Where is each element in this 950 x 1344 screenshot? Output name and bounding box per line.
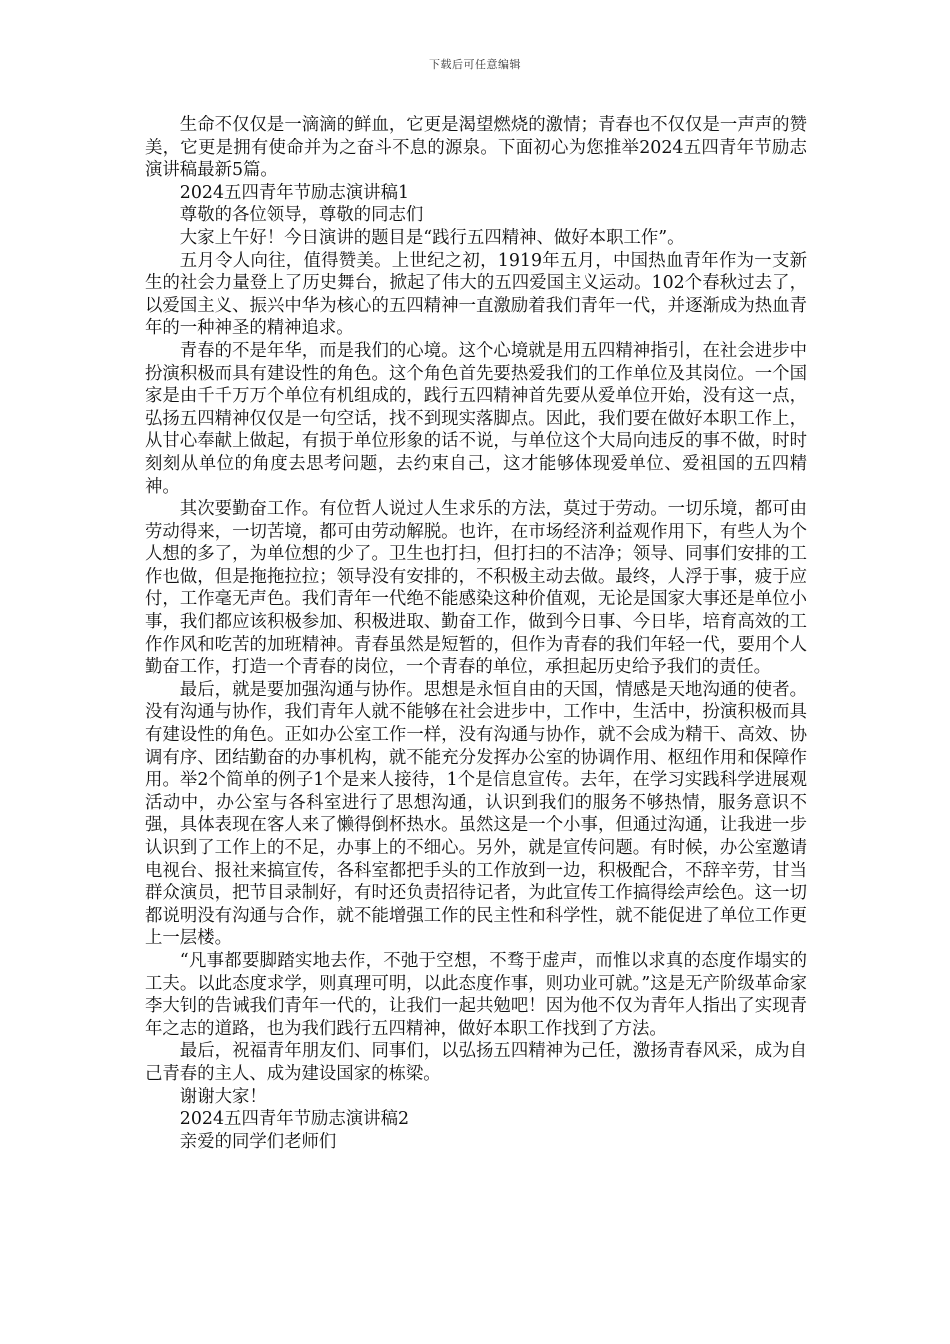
speech-1-paragraph: 青春的不是年华，而是我们的心境。这个心境就是用五四精神指引，在社会进步中扮演积极而具有建设性的角色。这个角色首先要热爱我们的工作单位及其岗位。一个国家是由千千万万个单位有机组成的，践行五四精神首先要从爱单位开始，没有这一点，弘扬五四精神仅仅是一句空话，找不到现实落脚点。因此，我们要在做好本职工作上，从甘心奉献上做起，有损于单位形象的话不说，与单位这个大局向违反的事不做，时时刻刻从单位的角度去思考问题，去约束自己，这才能够体现爱单位、爱祖国的五四精神。 [145, 340, 807, 497]
speech-1-paragraph: 最后，就是要加强沟通与协作。思想是永恒自由的天国，情感是天地沟通的使者。没有沟通与协作，我们青年人就不能够在社会进步中，工作中，生活中，扮演积极而具有建设性的角色。正如办公室工作一样，没有沟通与协作，就不会成为精干、高效、协调有序、团结勤奋的办事机构，就不能充分发挥办公室的协调作用、枢纽作用和保障作用。举2个简单的例子1个是来人接待，1个是信息宣传。去年，在学习实践科学进展观活动中，办公室与各科室进行了思想沟通，认识到我们的服务不够热情，服务意识不强，具体表现在客人来了懒得倒杯热水。虽然这是一个小事，但通过沟通，让我进一步认识到了工作上的不足，办事上的不细心。另外，就是宣传问题。有时候，办公室邀请电视台、报社来搞宣传，各科室都把手头的工作放到一边，积极配合，不辞辛劳，甘当群众演员，把节目录制好，有时还负责招待记者，为此宣传工作搞得绘声绘色。这一切都说明没有沟通与合作，就不能增强工作的民主性和科学性，就不能促进了单位工作更上一层楼。 [145, 679, 807, 949]
speech-1-closing: 谢谢大家！ [179, 1086, 267, 1107]
speech-1-title: 2024五四青年节励志演讲稿1 [179, 182, 410, 203]
speech-1-paragraph: 最后，祝福青年朋友们、同事们，以弘扬五四精神为己任，激扬青春风采，成为自己青春的主人、成为建设国家的栋梁。 [145, 1041, 807, 1084]
document-body [145, 114, 807, 1153]
speech-1-paragraph: “凡事都要脚踏实地去作，不弛于空想，不骛于虚声，而惟以求真的态度作塌实的工夫。以此态度求学，则真理可明，以此态度作事，则功业可就。”这是无产阶级革命家李大钊的告诫我们青年一代的，让我们一起共勉吧！因为他不仅为青年人指出了实现青年之志的道路，也为我们践行五四精神，做好本职工作找到了方法。 [145, 950, 807, 1039]
speech-1-greeting: 大家上午好！今日演讲的题目是“践行五四精神、做好本职工作”。 [179, 227, 685, 248]
speech-2-salutation: 亲爱的同学们老师们 [179, 1131, 337, 1152]
speech-1-paragraph: 五月令人向往，值得赞美。上世纪之初，1919年五月，中国热血青年作为一支新生的社会力量登上了历史舞台，掀起了伟大的五四爱国主义运动。102个春秋过去了，以爱国主义、振兴中华为核心的五四精神一直激励着我们青年一代，并逐渐成为热血青年的一种神圣的精神追求。 [145, 250, 807, 339]
speech-1-paragraph: 其次要勤奋工作。有位哲人说过人生求乐的方法，莫过于劳动。一切乐境，都可由劳动得来，一切苦境，都可由劳动解脱。也许，在市场经济利益观作用下，有些人为个人想的多了，为单位想的少了。卫生也打扫，但打扫的不洁净；领导、同事们安排的工作也做，但是拖拖拉拉；领导没有安排的，不积极主动去做。最终，人浮于事，疲于应付，工作毫无声色。我们青年一代绝不能感染这种价值观，无论是国家大事还是单位小事，我们都应该积极参加、积极进取、勤奋工作，做到今日事、今日毕，培育高效的工作作风和吃苦的加班精神。青春虽然是短暂的，但作为青春的我们年轻一代，要用个人勤奋工作，打造一个青春的岗位，一个青春的单位，承担起历史给予我们的责任。 [145, 499, 807, 678]
page-header-note: 下载后可任意编辑 [429, 58, 521, 71]
speech-2-title: 2024五四青年节励志演讲稿2 [179, 1109, 410, 1130]
speech-1-salutation: 尊敬的各位领导，尊敬的同志们 [179, 205, 424, 226]
intro-paragraph: 生命不仅仅是一滴滴的鲜血，它更是渴望燃烧的激情；青春也不仅仅是一声声的赞美，它更是拥有使命并为之奋斗不息的源泉。下面初心为您推举2024五四青年节励志演讲稿最新5篇。 [145, 115, 807, 181]
